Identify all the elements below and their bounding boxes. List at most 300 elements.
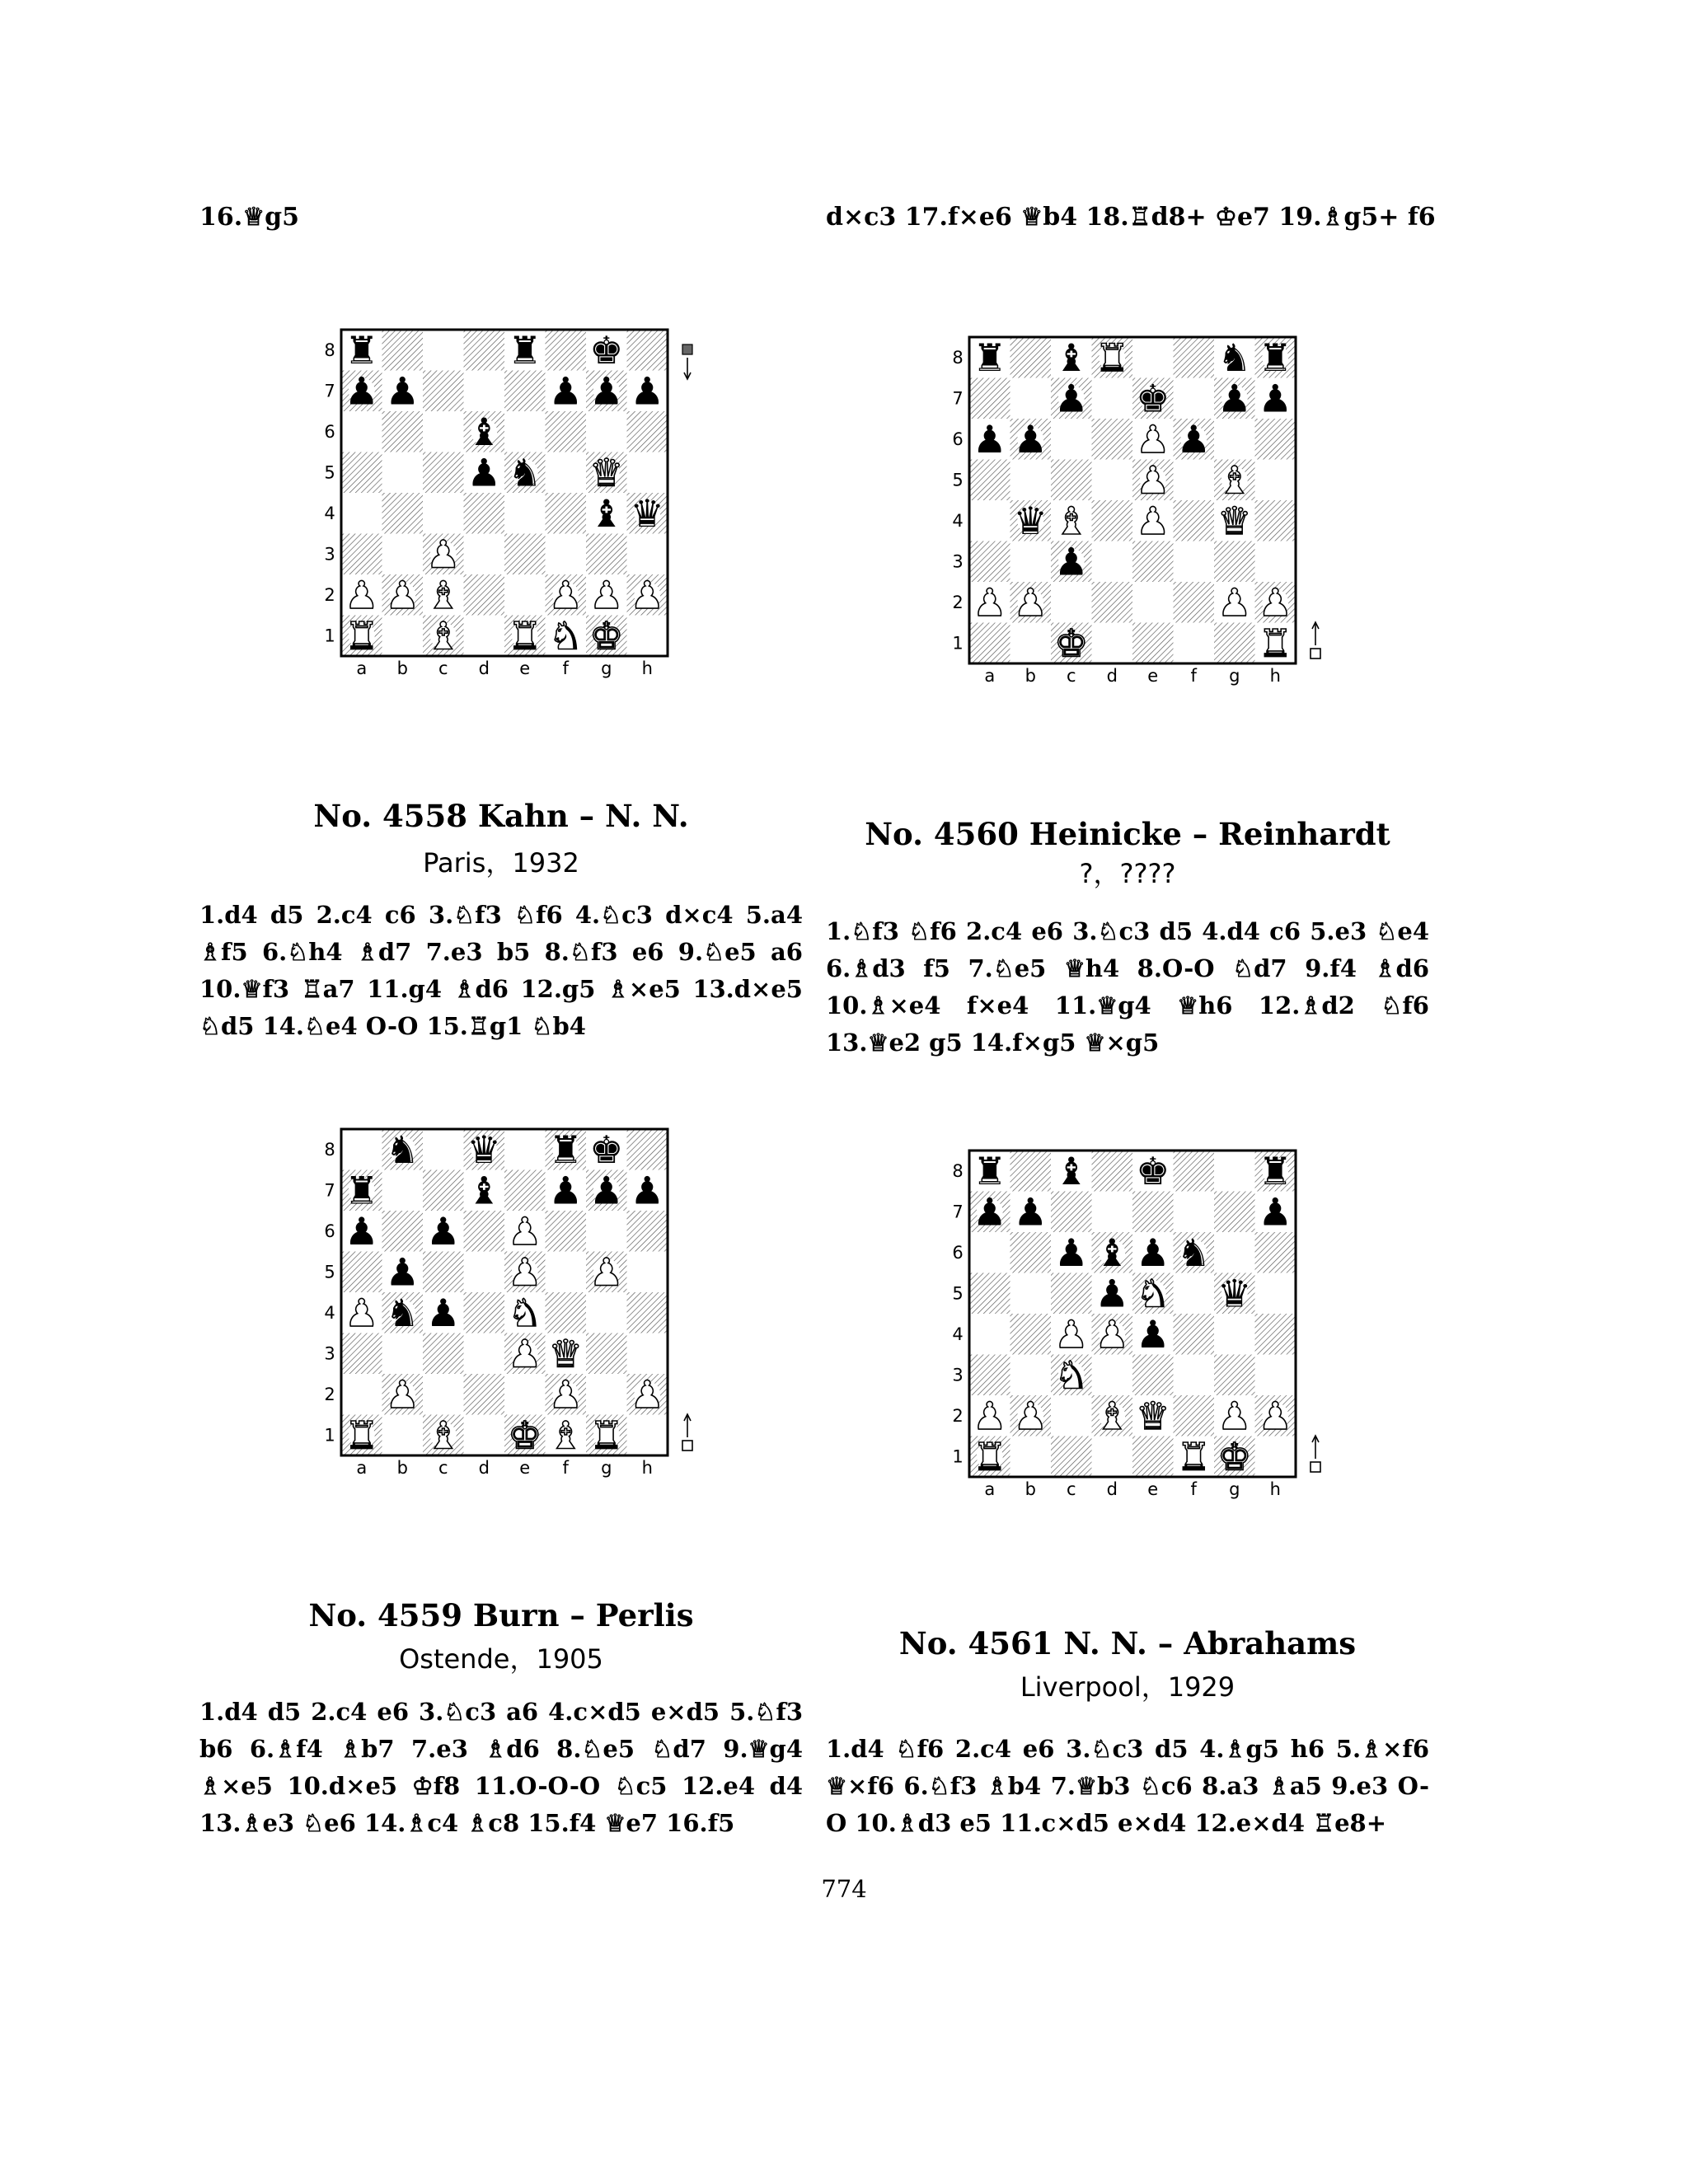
rank-label: 2	[952, 592, 964, 612]
white-queen-icon: ♛	[548, 1331, 583, 1376]
square-g3	[586, 534, 627, 575]
file-label: d	[1106, 1479, 1118, 1499]
rank-label: 1	[324, 626, 335, 646]
square-f6	[546, 411, 587, 452]
square-g1	[1214, 623, 1255, 664]
black-bishop-icon: ♝	[1054, 1148, 1089, 1193]
black-pawn-icon: ♟	[1054, 376, 1089, 421]
game-place-4561: Liverpool，1929	[1020, 1671, 1236, 1703]
file-label: e	[1147, 666, 1159, 686]
white-pawn-icon: ♟	[548, 572, 583, 617]
rank-label: 3	[324, 544, 335, 565]
black-bishop-icon: ♝	[467, 1168, 501, 1213]
square-e8	[1132, 337, 1174, 378]
square-b3	[1010, 541, 1052, 583]
square-e1	[1132, 1436, 1174, 1478]
square-f7	[1174, 378, 1215, 419]
square-f3	[546, 534, 587, 575]
square-h5	[1255, 460, 1296, 501]
square-b7	[382, 1170, 424, 1212]
square-a3	[341, 534, 382, 575]
file-label: d	[478, 658, 490, 678]
white-pawn-icon: ♟	[548, 1371, 583, 1417]
continuation-right: d×c3 17.f×e6 ♕b4 18.♖d8+ ♔e7 19.♗g5+ f6	[826, 203, 1436, 232]
rank-label: 4	[324, 1302, 335, 1323]
square-a6	[341, 411, 382, 452]
white-pawn-icon: ♟	[589, 1249, 624, 1295]
square-a1	[969, 623, 1010, 664]
rank-label: 5	[324, 462, 335, 483]
square-g4	[586, 1292, 627, 1333]
rank-label: 8	[952, 1160, 964, 1181]
square-b8	[382, 330, 424, 371]
black-pawn-icon: ♟	[973, 1189, 1007, 1235]
rank-label: 3	[952, 551, 964, 572]
black-queen-icon: ♛	[630, 490, 664, 536]
white-pawn-icon: ♟	[1013, 1393, 1048, 1438]
square-b1	[1010, 1436, 1052, 1478]
square-c5	[423, 452, 464, 494]
square-d7	[1092, 378, 1133, 419]
white-knight-icon: ♞	[548, 613, 583, 658]
rank-label: 2	[324, 1384, 335, 1404]
white-bishop-icon: ♝	[426, 572, 461, 617]
square-h6	[1255, 419, 1296, 460]
rank-label: 5	[324, 1262, 335, 1282]
white-pawn-icon: ♟	[508, 1208, 542, 1254]
black-bishop-icon: ♝	[1054, 335, 1089, 380]
white-pawn-icon: ♟	[630, 572, 664, 617]
square-a4	[341, 493, 382, 534]
white-pawn-icon: ♟	[1136, 457, 1170, 503]
game-place-4558: Paris，1932	[423, 847, 579, 879]
file-label: g	[601, 1458, 612, 1478]
chess-board-4559	[307, 1119, 719, 1518]
white-knight-icon: ♞	[1136, 1271, 1170, 1316]
file-label: c	[1066, 1479, 1076, 1499]
square-c3	[423, 1333, 464, 1375]
black-pawn-icon: ♟	[426, 1290, 461, 1335]
side-to-move-indicator	[1311, 1436, 1320, 1472]
square-g3	[586, 1333, 627, 1375]
black-king-icon: ♚	[589, 1127, 624, 1172]
game-title-4558: No. 4558 Kahn – N. N.	[313, 798, 689, 834]
square-b4	[1010, 1314, 1052, 1355]
white-pawn-icon: ♟	[630, 1371, 664, 1417]
square-e7	[504, 371, 546, 412]
rank-label: 4	[952, 1324, 964, 1344]
square-a3	[969, 1355, 1010, 1396]
square-d2	[464, 1374, 505, 1415]
rank-label: 2	[952, 1405, 964, 1426]
square-c6	[1051, 419, 1092, 460]
square-a3	[969, 541, 1010, 583]
square-c5	[1051, 1273, 1092, 1315]
page-number: 774	[821, 1875, 867, 1903]
square-e4	[504, 493, 546, 534]
square-d2	[464, 574, 505, 616]
square-g6	[1214, 419, 1255, 460]
square-h1	[1255, 1436, 1296, 1478]
board-svg	[935, 327, 1347, 723]
white-pawn-icon: ♟	[973, 1393, 1007, 1438]
square-a5	[341, 1252, 382, 1293]
square-d3	[464, 1333, 505, 1375]
white-bishop-icon: ♝	[426, 1413, 461, 1458]
black-pawn-icon: ♟	[1136, 1311, 1170, 1357]
square-g6	[586, 411, 627, 452]
black-pawn-icon: ♟	[1013, 416, 1048, 462]
square-h3	[627, 1333, 668, 1375]
square-c6	[423, 411, 464, 452]
white-king-icon: ♚	[1217, 1434, 1252, 1479]
square-d5	[464, 1252, 505, 1293]
white-pawn-icon: ♟	[345, 572, 379, 617]
square-c4	[423, 493, 464, 534]
square-d3	[1092, 541, 1133, 583]
square-b6	[382, 411, 424, 452]
white-pawn-icon: ♟	[345, 1290, 379, 1335]
square-d4	[464, 493, 505, 534]
square-f8	[1174, 337, 1215, 378]
white-queen-icon: ♛	[589, 450, 624, 495]
side-to-move-indicator	[682, 1414, 692, 1451]
chess-board-4558	[307, 320, 719, 719]
square-h4	[1255, 500, 1296, 541]
white-bishop-icon: ♝	[426, 613, 461, 658]
square-c1	[1051, 1436, 1092, 1478]
rank-label: 6	[952, 1242, 964, 1263]
square-h3	[1255, 1355, 1296, 1396]
square-a5	[341, 452, 382, 494]
white-rook-icon: ♜	[1176, 1434, 1211, 1479]
black-pawn-icon: ♟	[1136, 1230, 1170, 1275]
game-moves-4561: 1.d4 ♘f6 2.c4 e6 3.♘c3 d5 4.♗g5 h6 5.♗×f6 ♕×f6 6.♘f3 ♗b4 7.♕b3 ♘c6 8.a3 ♗a5 9.e3 O-O 10.♗d3 e5 11.c×d5 e×d4 12.e×d4 ♖e8+	[826, 1735, 1429, 1837]
black-rook-icon: ♜	[508, 327, 542, 373]
square-f8	[1174, 1151, 1215, 1192]
file-label: d	[1106, 666, 1118, 686]
rank-label: 5	[952, 1283, 964, 1304]
rank-label: 4	[324, 503, 335, 523]
white-pawn-icon: ♟	[385, 572, 420, 617]
black-bishop-icon: ♝	[467, 409, 501, 454]
square-e1	[1132, 623, 1174, 664]
square-f2	[1174, 582, 1215, 623]
file-label: h	[1269, 666, 1281, 686]
black-king-icon: ♚	[1136, 1148, 1170, 1193]
square-b5	[1010, 1273, 1052, 1315]
file-label: a	[356, 1458, 368, 1478]
rank-label: 6	[324, 421, 335, 442]
square-g7	[1214, 1192, 1255, 1233]
square-d1	[1092, 1436, 1133, 1478]
square-g6	[1214, 1232, 1255, 1273]
square-e6	[504, 411, 546, 452]
square-d8	[464, 330, 505, 371]
black-pawn-icon: ♟	[1258, 1189, 1292, 1235]
rank-label: 7	[952, 1202, 964, 1222]
black-pawn-icon: ♟	[589, 368, 624, 414]
square-d3	[464, 534, 505, 575]
square-e7	[1132, 1192, 1174, 1233]
square-h1	[627, 616, 668, 657]
square-g6	[586, 1211, 627, 1252]
black-pawn-icon: ♟	[1258, 376, 1292, 421]
square-f2	[1174, 1395, 1215, 1436]
black-pawn-icon: ♟	[345, 1208, 379, 1254]
black-rook-icon: ♜	[973, 335, 1007, 380]
square-c7	[423, 371, 464, 412]
game-moves-4559: 1.d4 d5 2.c4 e6 3.♘c3 a6 4.c×d5 e×d5 5.♘f3 b6 6.♗f4 ♗b7 7.e3 ♗d6 8.♘e5 ♘d7 9.♕g4 ♗×e5 10.d×e5 ♔f8 11.O-O-O ♘c5 12.e4 d4 13.♗e3 ♘e6 14.♗c4 ♗c8 15.f4 ♕e7 16.f5	[199, 1698, 803, 1837]
file-label: e	[1147, 1479, 1159, 1499]
black-knight-icon: ♞	[1176, 1230, 1211, 1275]
rank-label: 3	[952, 1365, 964, 1385]
rank-label: 8	[324, 1139, 335, 1160]
black-queen-icon: ♛	[1217, 1271, 1252, 1316]
white-pawn-icon: ♟	[385, 1371, 420, 1417]
square-f1	[1174, 623, 1215, 664]
black-pawn-icon: ♟	[548, 368, 583, 414]
square-b4	[382, 493, 424, 534]
file-label: h	[1269, 1479, 1281, 1499]
square-b7	[1010, 378, 1052, 419]
square-b5	[382, 452, 424, 494]
square-g2	[586, 1374, 627, 1415]
square-h5	[627, 452, 668, 494]
square-c2	[423, 1374, 464, 1415]
white-bishop-icon: ♝	[1217, 457, 1252, 503]
black-pawn-icon: ♟	[1095, 1271, 1129, 1316]
square-a6	[969, 1232, 1010, 1273]
file-label: c	[1066, 666, 1076, 686]
black-rook-icon: ♜	[548, 1127, 583, 1172]
black-bishop-icon: ♝	[589, 490, 624, 536]
side-to-move-indicator	[682, 344, 692, 379]
rank-label: 4	[952, 510, 964, 531]
rank-label: 7	[324, 1180, 335, 1201]
square-c5	[1051, 460, 1092, 501]
continuation-left: 16.♕g5	[199, 203, 299, 232]
file-label: b	[1025, 1479, 1036, 1499]
black-pawn-icon: ♟	[345, 368, 379, 414]
file-label: f	[1190, 1479, 1197, 1499]
file-label: b	[396, 658, 408, 678]
file-label: a	[356, 658, 368, 678]
game-title-4560: No. 4560 Heinicke – Reinhardt	[865, 816, 1390, 852]
black-king-icon: ♚	[589, 327, 624, 373]
black-queen-icon: ♛	[1013, 498, 1048, 543]
black-knight-icon: ♞	[1217, 335, 1252, 380]
square-e2	[504, 574, 546, 616]
side-to-move-indicator	[1311, 622, 1320, 658]
file-label: d	[478, 1458, 490, 1478]
square-f3	[1174, 1355, 1215, 1396]
black-rook-icon: ♜	[345, 327, 379, 373]
file-label: h	[641, 658, 653, 678]
white-rook-icon: ♜	[589, 1413, 624, 1458]
square-d2	[1092, 582, 1133, 623]
rank-label: 1	[952, 1446, 964, 1467]
square-d5	[1092, 460, 1133, 501]
file-label: b	[396, 1458, 408, 1478]
square-f5	[546, 452, 587, 494]
square-f5	[1174, 460, 1215, 501]
square-e3	[1132, 1355, 1174, 1396]
square-d1	[464, 616, 505, 657]
rank-label: 7	[324, 381, 335, 401]
square-b1	[1010, 623, 1052, 664]
black-rook-icon: ♜	[973, 1148, 1007, 1193]
black-pawn-icon: ♟	[385, 1249, 420, 1295]
black-pawn-icon: ♟	[973, 416, 1007, 462]
square-h6	[1255, 1232, 1296, 1273]
black-pawn-icon: ♟	[548, 1168, 583, 1213]
black-pawn-icon: ♟	[1176, 416, 1211, 462]
square-a5	[969, 1273, 1010, 1315]
square-b6	[382, 1211, 424, 1252]
game-title-4559: No. 4559 Burn – Perlis	[308, 1597, 694, 1633]
black-pawn-icon: ♟	[385, 368, 420, 414]
black-pawn-icon: ♟	[467, 450, 501, 495]
rank-label: 3	[324, 1343, 335, 1364]
square-d1	[1092, 623, 1133, 664]
square-b3	[382, 1333, 424, 1375]
black-pawn-icon: ♟	[1054, 539, 1089, 584]
square-b6	[1010, 1232, 1052, 1273]
rank-label: 6	[324, 1221, 335, 1241]
white-pawn-icon: ♟	[1054, 1311, 1089, 1357]
square-h4	[627, 1292, 668, 1333]
black-knight-icon: ♞	[508, 450, 542, 495]
chess-board-4561	[935, 1141, 1347, 1540]
rank-label: 6	[952, 429, 964, 449]
file-label: f	[562, 658, 569, 678]
rank-label: 2	[324, 584, 335, 605]
black-pawn-icon: ♟	[1013, 1189, 1048, 1235]
square-b1	[382, 616, 424, 657]
white-pawn-icon: ♟	[1258, 1393, 1292, 1438]
square-a4	[969, 1314, 1010, 1355]
white-bishop-icon: ♝	[548, 1413, 583, 1458]
black-pawn-icon: ♟	[589, 1168, 624, 1213]
square-h5	[627, 1252, 668, 1293]
square-d7	[464, 371, 505, 412]
square-h8	[627, 330, 668, 371]
game-moves-4558: 1.d4 d5 2.c4 c6 3.♘f3 ♘f6 4.♘c3 d×c4 5.a4 ♗f5 6.♘h4 ♗d7 7.e3 b5 8.♘f3 e6 9.♘e5 a6 10.♕f3 ♖a7 11.g4 ♗d6 12.g5 ♗×e5 13.d×e5 ♘d5 14.♘e4 O-O 15.♖g1 ♘b4	[199, 901, 803, 1040]
square-d7	[1092, 1192, 1133, 1233]
rank-label: 5	[952, 470, 964, 490]
file-label: g	[601, 658, 612, 678]
white-queen-icon: ♛	[1136, 1393, 1170, 1438]
square-d4	[1092, 500, 1133, 541]
white-pawn-icon: ♟	[1136, 498, 1170, 543]
game-moves-4560: 1.♘f3 ♘f6 2.c4 e6 3.♘c3 d5 4.d4 c6 5.e3 ♘e4 6.♗d3 f5 7.♘e5 ♕h4 8.O-O ♘d7 9.f4 ♗d6 10.♗×e4 f×e4 11.♕g4 ♕h6 12.♗d2 ♘f6 13.♕e2 g5 14.f×g5 ♕×g5	[826, 917, 1429, 1057]
white-bishop-icon: ♝	[1054, 498, 1089, 543]
square-c5	[423, 1252, 464, 1293]
square-f5	[546, 1252, 587, 1293]
file-label: e	[519, 658, 531, 678]
black-rook-icon: ♜	[345, 1168, 379, 1213]
black-rook-icon: ♜	[1258, 335, 1292, 380]
square-d8	[1092, 1151, 1133, 1192]
white-pawn-icon: ♟	[973, 579, 1007, 625]
file-label: h	[641, 1458, 653, 1478]
white-rook-icon: ♜	[973, 1434, 1007, 1479]
square-h8	[627, 1129, 668, 1170]
square-h6	[627, 411, 668, 452]
square-c8	[423, 1129, 464, 1170]
black-knight-icon: ♞	[385, 1290, 420, 1335]
square-f4	[546, 1292, 587, 1333]
square-a5	[969, 460, 1010, 501]
black-king-icon: ♚	[1136, 376, 1170, 421]
black-pawn-icon: ♟	[630, 1168, 664, 1213]
square-c8	[423, 330, 464, 371]
black-bishop-icon: ♝	[1095, 1230, 1129, 1275]
white-knight-icon: ♞	[508, 1290, 542, 1335]
white-king-icon: ♚	[1054, 621, 1089, 666]
square-b5	[1010, 460, 1052, 501]
square-f8	[546, 330, 587, 371]
white-rook-icon: ♜	[345, 1413, 379, 1458]
file-label: c	[438, 1458, 448, 1478]
square-c2	[1051, 582, 1092, 623]
square-b8	[1010, 1151, 1052, 1192]
square-h1	[627, 1415, 668, 1456]
white-rook-icon: ♜	[345, 613, 379, 658]
rank-label: 7	[952, 388, 964, 409]
square-h3	[1255, 541, 1296, 583]
black-pawn-icon: ♟	[1217, 376, 1252, 421]
square-c7	[1051, 1192, 1092, 1233]
white-rook-icon: ♜	[1095, 335, 1129, 380]
square-f4	[1174, 1314, 1215, 1355]
white-bishop-icon: ♝	[1095, 1393, 1129, 1438]
square-f4	[546, 493, 587, 534]
square-e8	[504, 1129, 546, 1170]
file-label: b	[1025, 666, 1036, 686]
game-place-4560: ?，????	[1079, 858, 1176, 889]
square-b1	[382, 1415, 424, 1456]
file-label: a	[984, 1479, 996, 1499]
white-pawn-icon: ♟	[589, 572, 624, 617]
game-place-4559: Ostende，1905	[399, 1643, 603, 1675]
square-e7	[504, 1170, 546, 1212]
black-queen-icon: ♛	[467, 1127, 501, 1172]
square-d6	[1092, 419, 1133, 460]
square-h6	[627, 1211, 668, 1252]
white-rook-icon: ♜	[508, 613, 542, 658]
white-pawn-icon: ♟	[1217, 1393, 1252, 1438]
square-f6	[546, 1211, 587, 1252]
square-f3	[1174, 541, 1215, 583]
square-h5	[1255, 1273, 1296, 1315]
square-a7	[969, 378, 1010, 419]
black-pawn-icon: ♟	[630, 368, 664, 414]
square-e2	[1132, 582, 1174, 623]
square-a2	[341, 1374, 382, 1415]
black-rook-icon: ♜	[1258, 1148, 1292, 1193]
white-pawn-icon: ♟	[1136, 416, 1170, 462]
white-king-icon: ♚	[589, 613, 624, 658]
square-e3	[504, 534, 546, 575]
black-knight-icon: ♞	[385, 1127, 420, 1172]
square-g3	[1214, 1355, 1255, 1396]
board-svg	[307, 320, 719, 715]
square-b3	[382, 534, 424, 575]
square-f4	[1174, 500, 1215, 541]
square-f7	[1174, 1192, 1215, 1233]
